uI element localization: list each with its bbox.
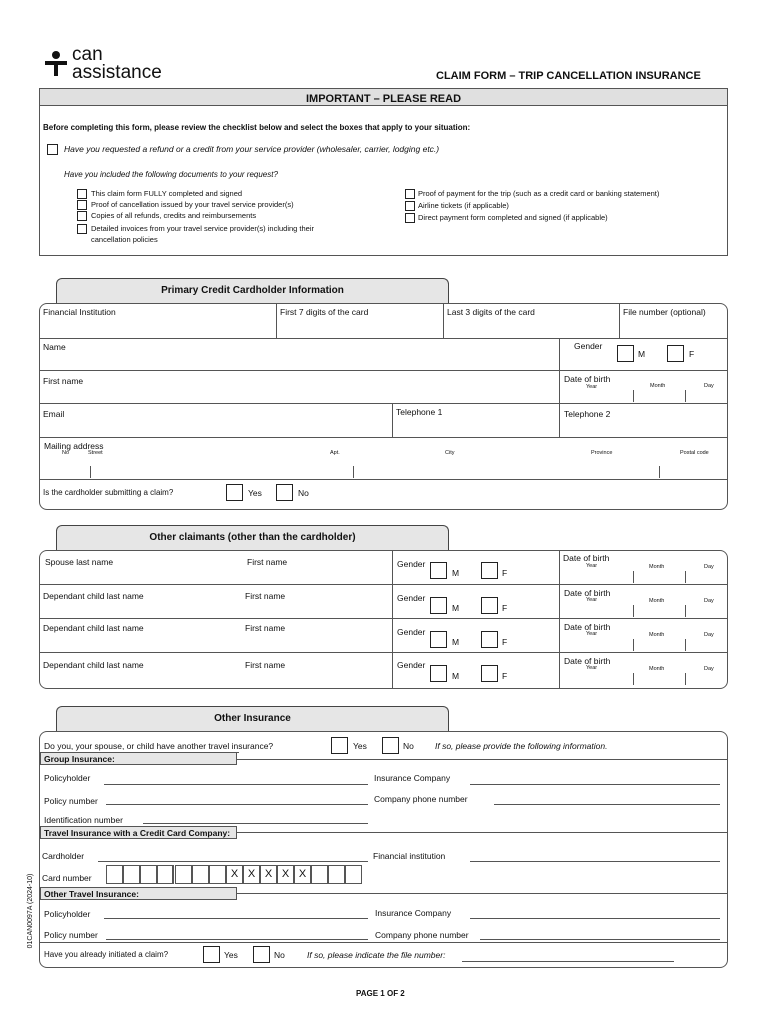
claimant-3-dob: Date of birth [564, 622, 611, 632]
claimant-1-f-label: F [502, 568, 508, 578]
doc-checkbox-6[interactable] [405, 201, 415, 211]
claim-no-checkbox[interactable] [253, 946, 270, 963]
label-cardholder: Cardholder [42, 851, 85, 861]
tab-other-insurance [56, 706, 449, 732]
financial-institution-field[interactable] [470, 861, 720, 862]
other-company-phone-field[interactable] [480, 939, 720, 940]
tab-other-claimants-label: Other claimants (other than the cardholder) [149, 532, 356, 543]
claimant-1-first-name: First name [247, 557, 288, 567]
card-cell[interactable] [140, 865, 157, 884]
logo-text-can: can [72, 44, 103, 65]
claimant-2-m-checkbox[interactable] [430, 597, 447, 614]
claimant-4-dob: Date of birth [564, 656, 611, 666]
doc-checkbox-2[interactable] [77, 200, 87, 210]
label-no: No [62, 450, 70, 456]
claimant-1-last-name: Spouse last name [45, 557, 114, 567]
claimant-3-m-checkbox[interactable] [430, 631, 447, 648]
claimant-3-month: Month [649, 632, 665, 638]
card-cell[interactable] [123, 865, 140, 884]
cardholder-field[interactable] [98, 861, 368, 862]
label-month: Month [650, 383, 666, 389]
doc-item-4: Detailed invoices from your travel service provider(s) including their [91, 224, 315, 233]
claimant-3-last-name: Dependant child last name [43, 623, 144, 633]
group-policyholder-field[interactable] [104, 784, 368, 785]
other-insurance-yes-checkbox[interactable] [331, 737, 348, 754]
doc-item-7: Direct payment form completed and signed (if applicable) [418, 213, 608, 222]
important-heading: IMPORTANT – PLEASE READ [305, 93, 462, 105]
label-year: Year [586, 384, 598, 390]
label-group-policy-number: Policy number [44, 796, 98, 806]
label-if-so: If so, please provide the following information. [435, 741, 608, 751]
submitting-yes-checkbox[interactable] [226, 484, 243, 501]
card-cell[interactable]: X [243, 865, 260, 884]
doc-checkbox-3[interactable] [77, 211, 87, 221]
label-dob: Date of birth [564, 374, 611, 384]
label-other-policyholder: Policyholder [44, 909, 91, 919]
card-cell[interactable] [209, 865, 226, 884]
other-insurance-no-checkbox[interactable] [382, 737, 399, 754]
important-intro: Before completing this form, please review the checklist below and select the boxes that apply to your situation: [43, 123, 471, 132]
label-postal-code: Postal code [680, 450, 709, 456]
doc-checkbox-7[interactable] [405, 213, 415, 223]
label-identification-number: Identification number [44, 815, 123, 825]
claimant-4-m-checkbox[interactable] [430, 665, 447, 682]
side-form-code-text: 01CAN0097A (2024-10) [27, 873, 34, 949]
label-claim-file-number: If so, please indicate the file number: [307, 950, 446, 960]
claimant-1-m-label: M [452, 568, 460, 578]
label-group-policyholder: Policyholder [44, 773, 91, 783]
claimant-4-first-name: First name [245, 660, 286, 670]
label-telephone-2: Telephone 2 [564, 409, 611, 419]
claimant-1-m-checkbox[interactable] [430, 562, 447, 579]
label-mailing-address: Mailing address [44, 441, 104, 451]
claimant-4-f-label: F [502, 671, 508, 681]
claimant-2-year: Year [586, 597, 598, 603]
claimant-4-day: Day [704, 666, 714, 672]
card-cell[interactable] [106, 865, 123, 884]
doc-checkbox-5[interactable] [405, 189, 415, 199]
claimant-1-year: Year [586, 563, 598, 569]
label-email: Email [43, 409, 65, 419]
label-first-name: First name [43, 376, 84, 386]
label-city: City [445, 450, 455, 456]
doc-item-6: Airline tickets (if applicable) [418, 201, 509, 210]
doc-item-3: Copies of all refunds, credits and reimbursements [91, 211, 257, 220]
gender-f-label: F [689, 349, 695, 359]
label-other-travel-insurance: Other Travel Insurance: [40, 887, 237, 900]
claim-no-label: No [274, 950, 285, 960]
logo-icon [44, 50, 68, 78]
identification-number-field[interactable] [143, 823, 368, 824]
important-header [39, 88, 728, 106]
other-insurance-company-field[interactable] [470, 918, 720, 919]
card-cell[interactable]: X [260, 865, 277, 884]
page-number: PAGE 1 OF 2 [356, 989, 405, 998]
gender-m-checkbox[interactable] [617, 345, 634, 362]
label-street: Street [88, 450, 103, 456]
claimant-4-gender: Gender [397, 660, 426, 670]
card-cell[interactable]: X [226, 865, 243, 884]
label-file-number: File number (optional) [623, 307, 706, 317]
claimant-2-month: Month [649, 598, 665, 604]
label-apt: Apt. [330, 450, 340, 456]
label-group-company-phone: Company phone number [374, 794, 468, 804]
claimant-1-gender: Gender [397, 559, 426, 569]
claim-yes-checkbox[interactable] [203, 946, 220, 963]
card-cell[interactable] [175, 865, 192, 884]
card-cell[interactable] [311, 865, 328, 884]
claimant-4-year: Year [586, 665, 598, 671]
card-cell[interactable]: X [277, 865, 294, 884]
tab-other-claimants [56, 525, 449, 551]
group-policy-number-field[interactable] [106, 804, 368, 805]
claimant-1-dob: Date of birth [563, 553, 610, 563]
claimant-3-day: Day [704, 632, 714, 638]
label-group-insurance: Group Insurance: [40, 752, 237, 765]
label-province: Province [591, 450, 613, 456]
claimant-2-f-label: F [502, 603, 508, 613]
label-credit-card-insurance: Travel Insurance with a Credit Card Company: [40, 826, 237, 839]
label-financial-institution-2: Financial institution [373, 851, 446, 861]
card-cell[interactable] [328, 865, 345, 884]
tab-primary-cardholder [56, 278, 449, 304]
card-cell[interactable] [157, 865, 174, 884]
claimant-3-m-label: M [452, 637, 460, 647]
submitting-no-label: No [298, 488, 309, 498]
submitting-yes-label: Yes [248, 488, 262, 498]
docs-question: Have you included the following documents to your request? [64, 170, 278, 179]
label-group-insurance-company: Insurance Company [374, 773, 451, 783]
claimant-3-f-checkbox[interactable] [481, 631, 498, 648]
claimant-2-last-name: Dependant child last name [43, 591, 144, 601]
label-telephone-1: Telephone 1 [396, 407, 443, 417]
claimant-1-f-checkbox[interactable] [481, 562, 498, 579]
claim-file-number-field[interactable] [462, 961, 674, 962]
claimant-2-gender: Gender [397, 593, 426, 603]
refund-question: Have you requested a refund or a credit from your service provider (wholesaler, carrier, lodging etc.) [64, 144, 440, 154]
claimant-4-last-name: Dependant child last name [43, 660, 144, 670]
tab-other-insurance-label: Other Insurance [214, 713, 291, 724]
gender-m-label: M [638, 349, 646, 359]
label-other-company-phone: Company phone number [375, 930, 469, 940]
label-gender: Gender [574, 341, 603, 351]
claimant-3-gender: Gender [397, 627, 426, 637]
claimant-4-m-label: M [452, 671, 460, 681]
doc-item-2: Proof of cancellation issued by your travel service provider(s) [91, 200, 294, 209]
card-cell[interactable] [192, 865, 209, 884]
claimant-4-month: Month [649, 666, 665, 672]
card-cell[interactable]: X [294, 865, 311, 884]
doc-item-1: This claim form FULLY completed and signed [91, 189, 243, 198]
other-insurance-yes-label: Yes [353, 741, 367, 751]
label-last3: Last 3 digits of the card [447, 307, 535, 317]
form-title: CLAIM FORM – TRIP CANCELLATION INSURANCE [436, 70, 701, 82]
label-card-number: Card number [42, 873, 92, 883]
gender-f-checkbox[interactable] [667, 345, 684, 362]
claimant-2-m-label: M [452, 603, 460, 613]
claimant-2-first-name: First name [245, 591, 286, 601]
claimant-2-dob: Date of birth [564, 588, 611, 598]
doc-item-4-cont: cancellation policies [91, 235, 158, 244]
other-policy-number-field[interactable] [106, 939, 368, 940]
claimant-4-f-checkbox[interactable] [481, 665, 498, 682]
doc-checkbox-4[interactable] [77, 224, 87, 234]
claimant-3-year: Year [586, 631, 598, 637]
submitting-no-checkbox[interactable] [276, 484, 293, 501]
group-insurance-company-field[interactable] [470, 784, 720, 785]
refund-checkbox[interactable] [47, 144, 58, 155]
claim-yes-label: Yes [224, 950, 238, 960]
label-day: Day [704, 383, 714, 389]
label-other-insurance-company: Insurance Company [375, 908, 452, 918]
other-policyholder-field[interactable] [104, 918, 368, 919]
card-cell[interactable] [345, 865, 362, 884]
claimant-2-f-checkbox[interactable] [481, 597, 498, 614]
label-financial-institution: Financial Institution [43, 307, 116, 317]
side-form-code [27, 851, 37, 971]
claimant-1-month: Month [649, 564, 665, 570]
label-name: Name [43, 342, 66, 352]
logo [44, 44, 204, 84]
card-number-cells[interactable] [106, 865, 381, 884]
other-insurance-no-label: No [403, 741, 414, 751]
claimant-3-f-label: F [502, 637, 508, 647]
label-submitting-claim: Is the cardholder submitting a claim? [43, 488, 174, 497]
claimant-1-day: Day [704, 564, 714, 570]
logo-text-assistance: assistance [72, 62, 162, 83]
label-other-insurance-question: Do you, your spouse, or child have another travel insurance? [44, 741, 274, 751]
doc-item-5: Proof of payment for the trip (such as a credit card or banking statement) [418, 189, 660, 198]
tab-primary-label: Primary Credit Cardholder Information [161, 285, 344, 296]
label-other-policy-number: Policy number [44, 930, 98, 940]
label-first7: First 7 digits of the card [280, 307, 369, 317]
claimant-2-day: Day [704, 598, 714, 604]
label-claim-initiated: Have you already initiated a claim? [44, 950, 169, 959]
doc-checkbox-1[interactable] [77, 189, 87, 199]
claimant-3-first-name: First name [245, 623, 286, 633]
group-company-phone-field[interactable] [494, 804, 720, 805]
